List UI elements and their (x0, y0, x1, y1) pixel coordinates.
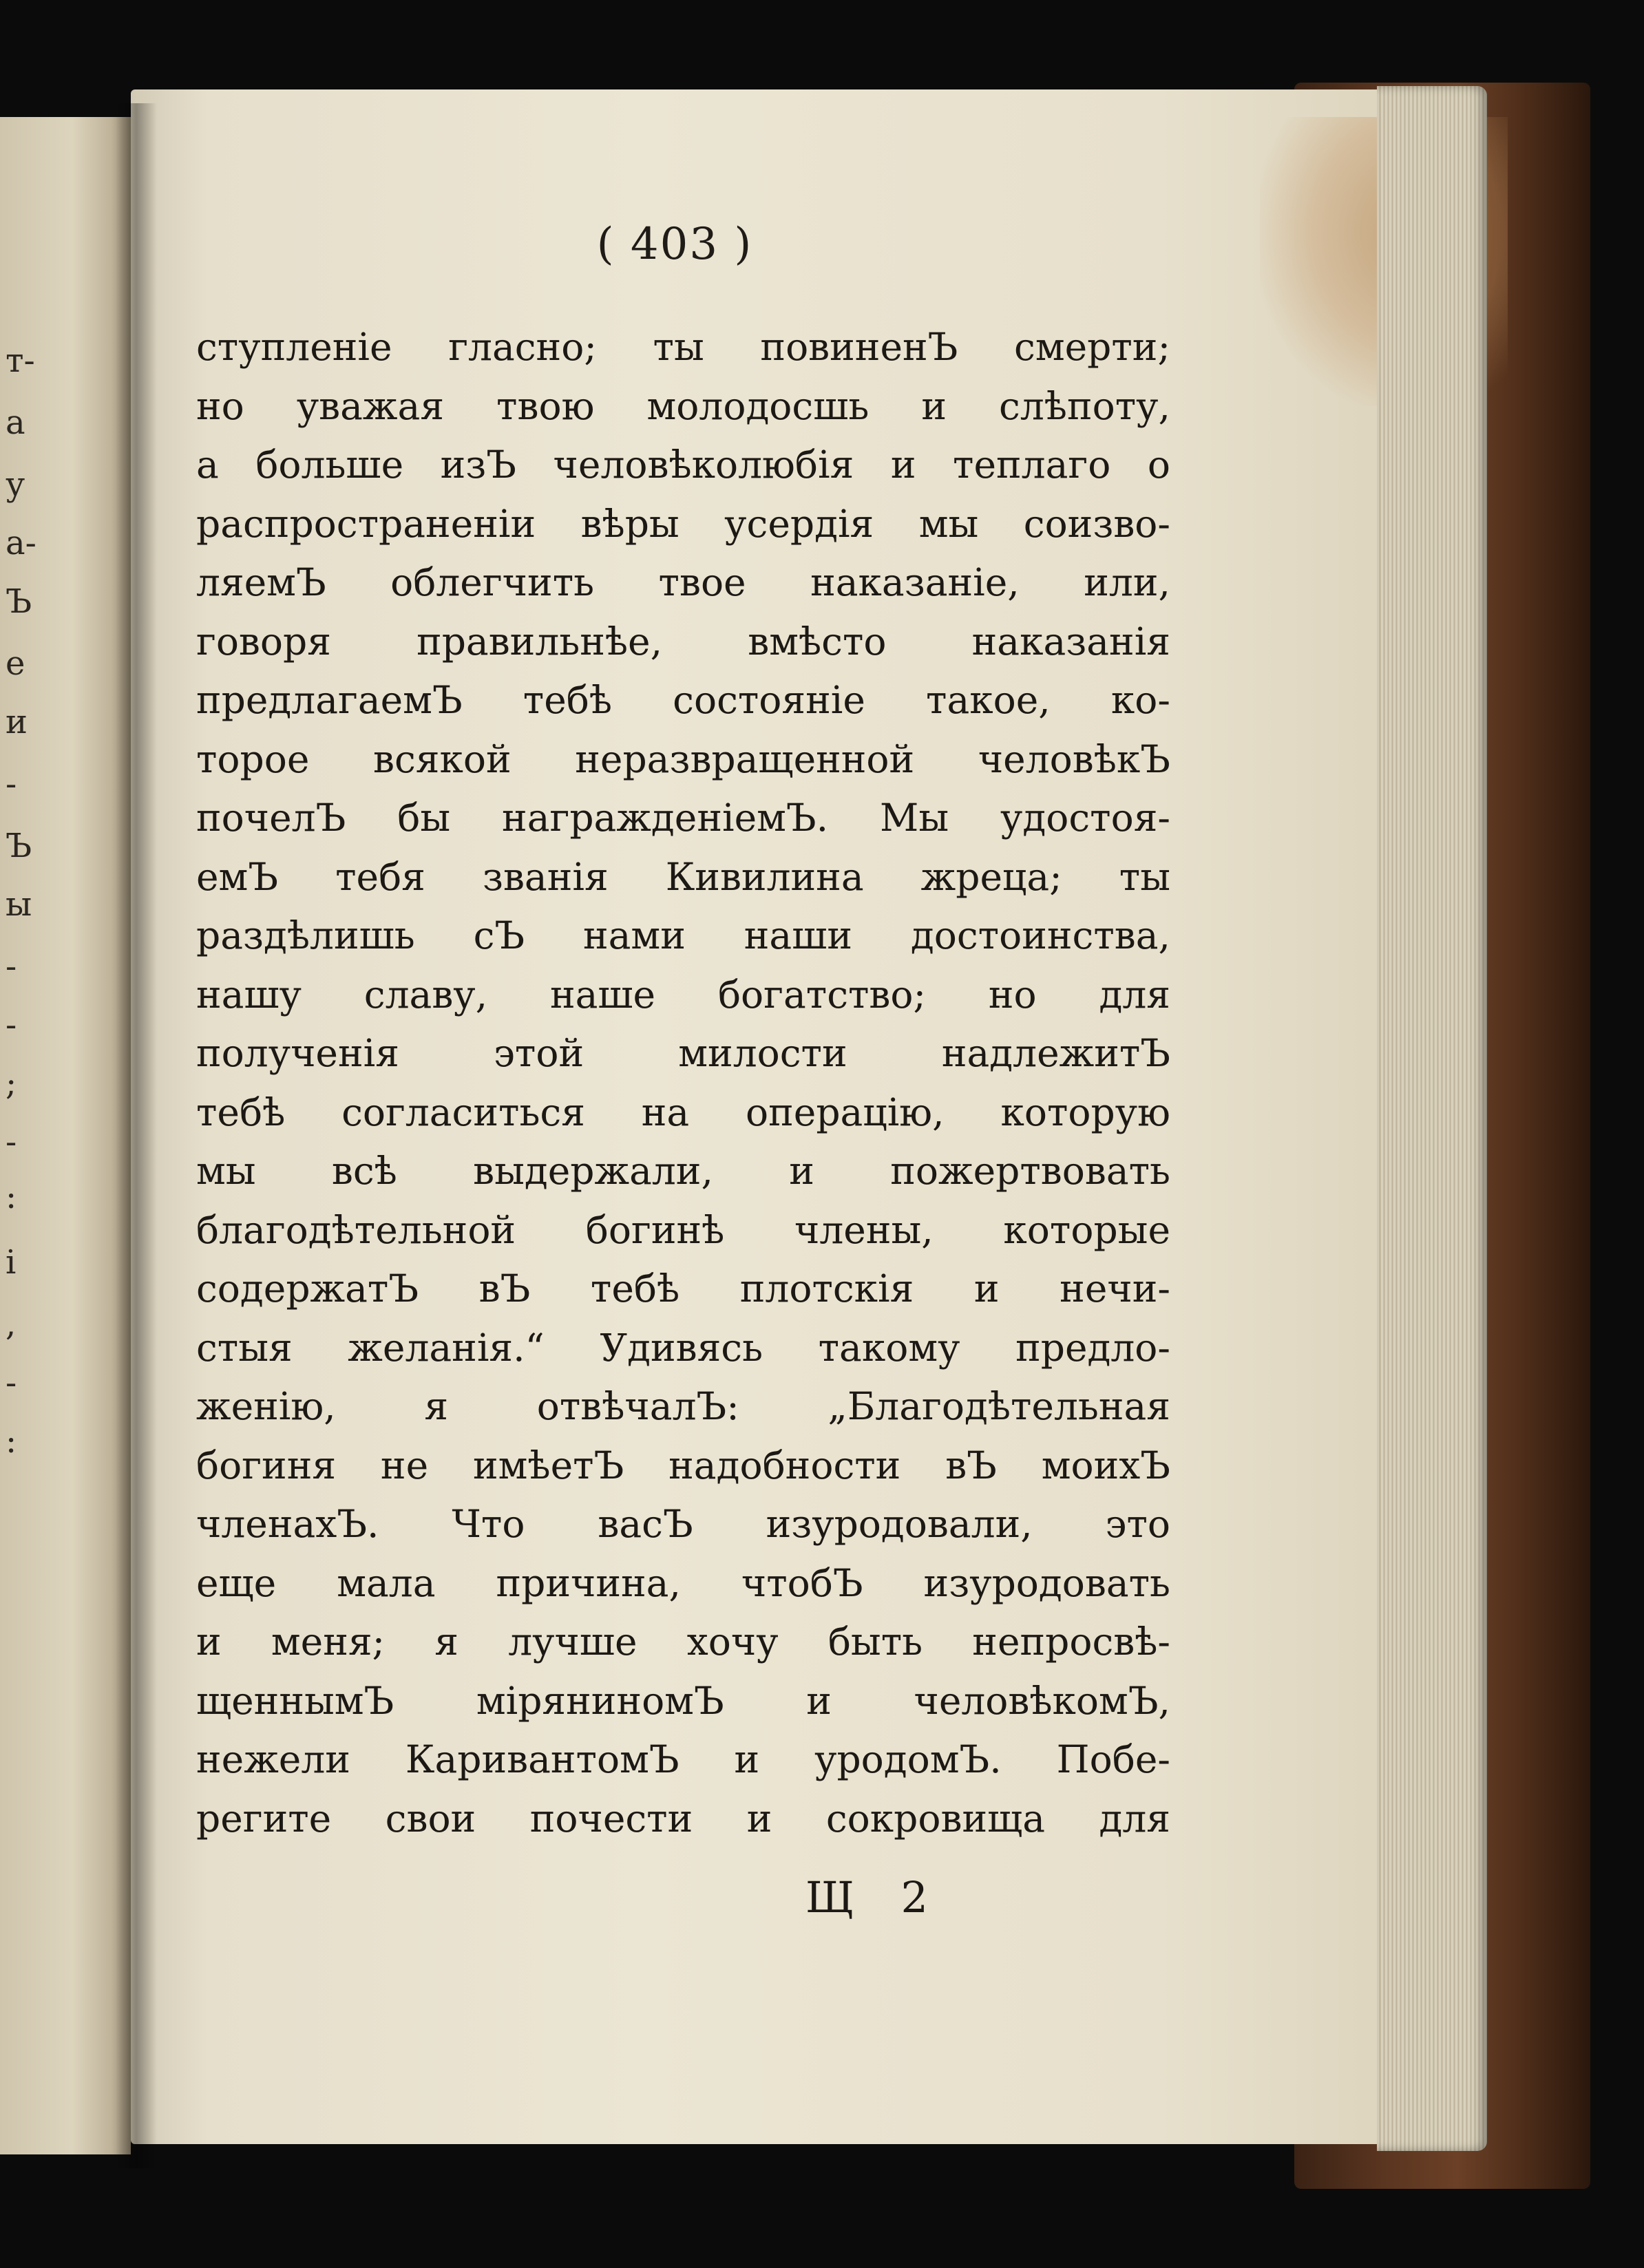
gutter-shadow (116, 103, 157, 2168)
text-line: говоря правильнѣе, вмѣсто наказанія (196, 619, 1170, 664)
text-line: богиня не имѣетЪ надобности вЪ моихЪ (196, 1443, 1170, 1487)
left-fragment: ; (6, 1064, 17, 1103)
left-fragment: - (6, 1123, 17, 1161)
left-fragment: а- (6, 524, 36, 562)
left-fragment: , (6, 1305, 17, 1344)
body-text (196, 318, 1170, 1848)
text-line: емЪ тебя званія Кивилина жреца; ты (196, 854, 1170, 899)
text-line: благодѣтельной богинѣ члены, которые (196, 1207, 1170, 1252)
left-fragment: а (6, 403, 25, 442)
text-line: полученія этой милости надлежитЪ (196, 1031, 1170, 1075)
text-line: щеннымЪ міряниномЪ и человѣкомЪ, (196, 1678, 1170, 1723)
text-line: и меня; я лучше хочу быть непросвѣ- (196, 1620, 1170, 1664)
left-fragment: : (6, 1178, 17, 1216)
left-facing-page (0, 117, 131, 2154)
text-line: мы всѣ выдержали, и пожертвовать (196, 1149, 1170, 1193)
left-fragment: т- (6, 341, 35, 380)
text-line: женію, я отвѣчалЪ: „Благодѣтельная (196, 1384, 1170, 1428)
left-fragment: ы (6, 885, 32, 924)
text-line: распространеніи вѣры усердія мы соизво- (196, 501, 1170, 546)
left-fragment: - (6, 765, 17, 803)
text-line: раздѣлишь сЪ нами наши достоинства, (196, 913, 1170, 957)
text-line: торое всякой неразвращенной человѣкЪ (196, 736, 1170, 781)
left-fragment: е (6, 644, 25, 683)
text-line: тебѣ согласиться на операцію, которую (196, 1090, 1170, 1134)
text-line: а больше изЪ человѣколюбія и теплаго о (196, 443, 1170, 487)
text-line: нашу славу, наше богатство; но для (196, 972, 1170, 1017)
left-fragment: Ъ (6, 582, 32, 621)
text-line: ляемЪ облегчить твое наказаніе, или, (196, 560, 1170, 604)
text-line: ступленіе гласно; ты повиненЪ смерти; (196, 325, 1170, 369)
left-fragment: : (6, 1422, 17, 1461)
text-line: предлагаемЪ тебѣ состояніе такое, ко- (196, 678, 1170, 722)
page-edges (1377, 86, 1487, 2151)
text-line: нежели КаривантомЪ и уродомЪ. Побе- (196, 1737, 1170, 1781)
text-line: почелЪ бы награжденіемЪ. Мы удостоя- (196, 796, 1170, 840)
left-fragment: Ъ (6, 827, 32, 865)
left-fragment: - (6, 947, 17, 986)
text-line: стыя желанія.“ Удивясь такому предло- (196, 1325, 1170, 1370)
text-line: регите свои почести и сокровища для (196, 1796, 1170, 1841)
left-fragment: - (6, 1006, 17, 1044)
page-number: ( 403 ) (596, 219, 753, 270)
left-fragment: и (6, 703, 28, 741)
signature-mark: Щ 2 (805, 1872, 945, 1922)
text-line: но уважая твою молодосшь и слѣпоту, (196, 383, 1170, 428)
text-line: еще мала причина, чтобЪ изуродовать (196, 1560, 1170, 1605)
text-line: содержатЪ вЪ тебѣ плотскія и нечи- (196, 1267, 1170, 1311)
left-fragment: - (6, 1364, 17, 1402)
left-fragment: у (6, 465, 25, 504)
left-fragment: і (6, 1243, 17, 1282)
text-line: членахЪ. Что васЪ изуродовали, это (196, 1502, 1170, 1546)
